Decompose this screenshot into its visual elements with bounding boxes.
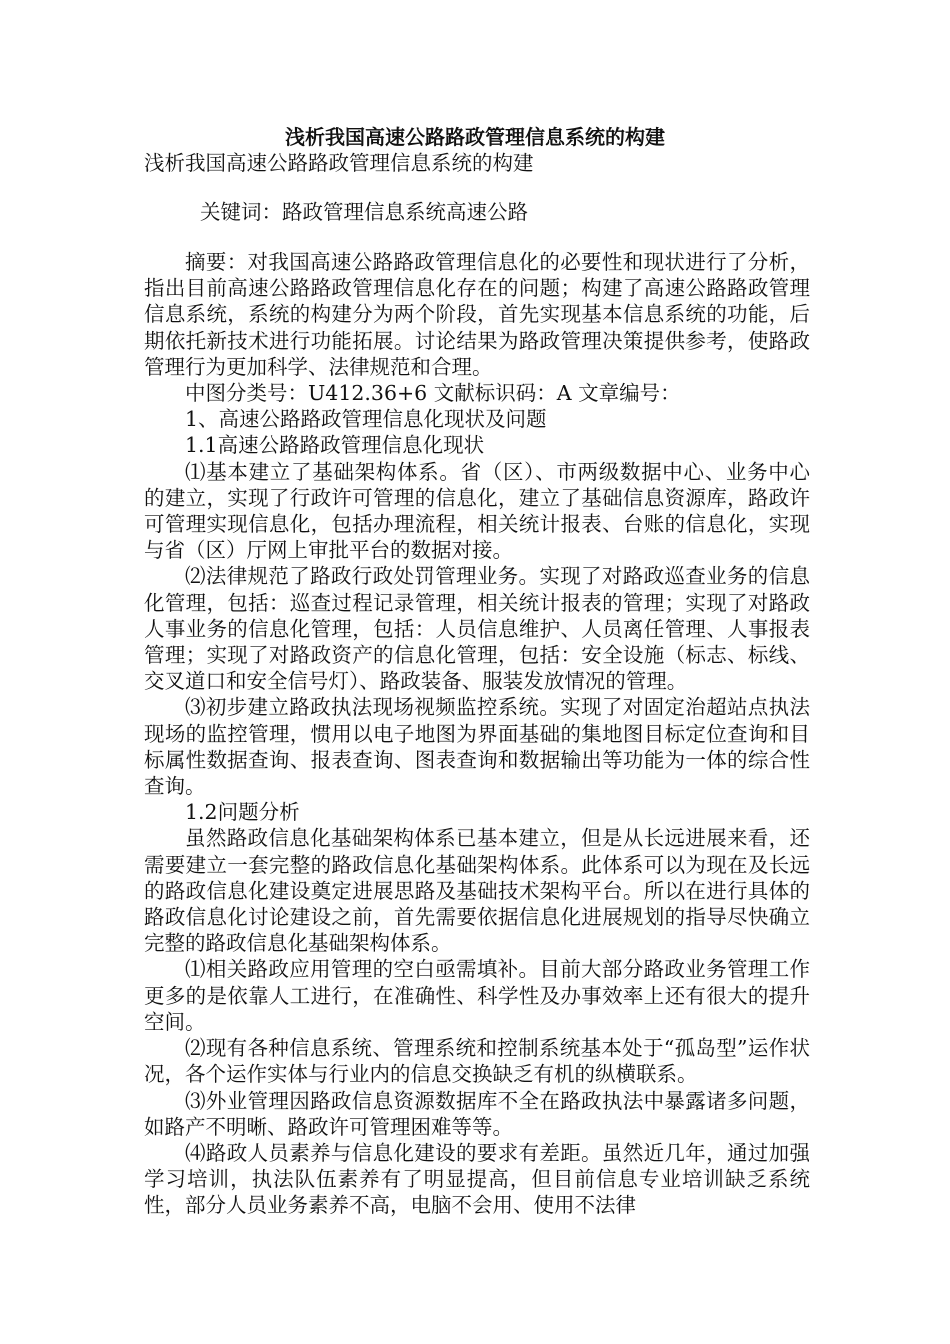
body-paragraph: ⑴相关路政应用管理的空白亟需填补。目前大部分路政业务管理工作更多的是依靠人工进行，在准确性、科学性及办事效率上还有很大的提升空间。 xyxy=(144,957,810,1034)
subsection-heading: 1.2问题分析 xyxy=(185,800,300,825)
body-paragraph: ⑶外业管理因路政信息资源数据库不全在路政执法中暴露诸多问题，如路产不明晰、路政许可管理困难等等。 xyxy=(144,1088,810,1139)
abstract-paragraph: 摘要：对我国高速公路路政管理信息化的必要性和现状进行了分析，指出目前高速公路路政管理信息化存在的问题；构建了高速公路路政管理信息系统，系统的构建分为两个阶段，首先实现基本信息系统的功能，后期依托新技术进行功能拓展。讨论结果为路政管理决策提供参考，使路政管理行为更加科学、法律规范和合理。 xyxy=(144,250,810,379)
classification-line: 中图分类号：U412.36+6 文献标识码：A 文章编号： xyxy=(185,381,681,406)
body-paragraph: ⑶初步建立路政执法现场视频监控系统。实现了对固定治超站点执法现场的监控管理，惯用以电子地图为界面基础的集地图目标定位查询和目标属性数据查询、报表查询、图表查询和数据输出等功能为一体的综合性查询。 xyxy=(144,695,810,799)
body-paragraph: ⑵法律规范了路政行政处罚管理业务。实现了对路政巡查业务的信息化管理，包括：巡查过程记录管理，相关统计报表的管理；实现了对路政人事业务的信息化管理，包括：人员信息维护、人员离任管理、人事报表管理；实现了对路政资产的信息化管理，包括：安全设施（标志、标线、交叉道口和安全信号灯）、路政装备、服装发放情况的管理。 xyxy=(144,564,810,694)
subsection-heading: 1.1高速公路路政管理信息化现状 xyxy=(185,433,485,458)
document-subtitle: 浅析我国高速公路路政管理信息系统的构建 xyxy=(144,151,534,175)
body-paragraph: 虽然路政信息化基础架构体系已基本建立，但是从长远进展来看，还需要建立一套完整的路政信息化基础架构体系。此体系可以为现在及长远的路政信息化建设奠定进展思路及基础技术架构平台。所以在进行具体的路政信息化讨论建设之前，首先需要依据信息化进展规划的指导尽快确立完整的路政信息化基础架构体系。 xyxy=(144,826,810,956)
body-paragraph: ⑷路政人员素养与信息化建设的要求有差距。虽然近几年，通过加强学习培训，执法队伍素养有了明显提高，但目前信息专业培训缺乏系统性，部分人员业务素养不高，电脑不会用、使用不法律 xyxy=(144,1140,810,1218)
keywords-line: 关键词：路政管理信息系统高速公路 xyxy=(200,200,528,224)
document-body xyxy=(144,249,810,1219)
section-heading: 1、高速公路路政管理信息化现状及问题 xyxy=(185,407,547,432)
body-paragraph: ⑴基本建立了基础架构体系。省（区）、市两级数据中心、业务中心的建立，实现了行政许可管理的信息化，建立了基础信息资源库，路政许可管理实现信息化，包括办理流程，相关统计报表、台账的信息化，实现与省（区）厅网上审批平台的数据对接。 xyxy=(144,459,810,563)
document-title: 浅析我国高速公路路政管理信息系统的构建 xyxy=(285,125,665,149)
body-paragraph: ⑵现有各种信息系统、管理系统和控制系统基本处于“孤岛型”运作状况，各个运作实体与行业内的信息交换缺乏有机的纵横联系。 xyxy=(144,1036,810,1087)
